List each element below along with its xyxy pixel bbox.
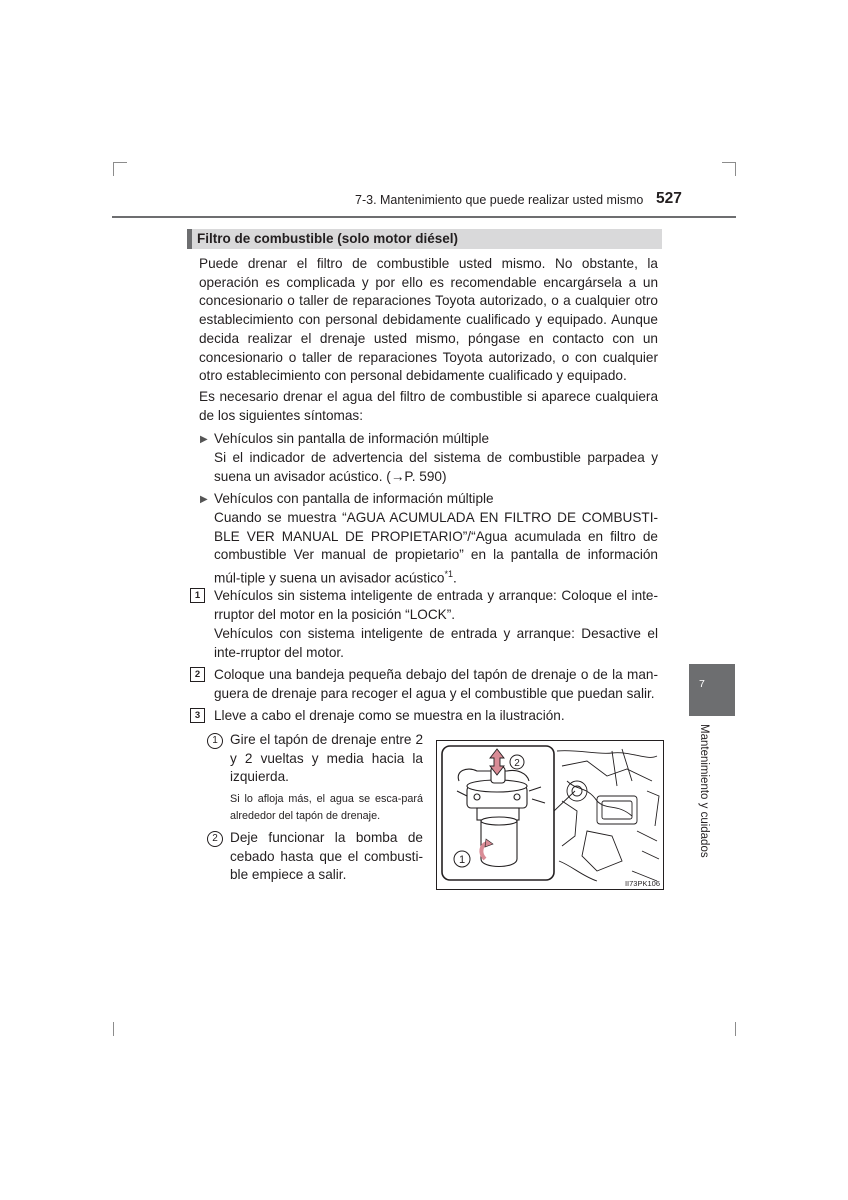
chapter-tab — [689, 664, 735, 716]
crop-mark-bottom-right — [735, 1022, 736, 1036]
section-heading — [187, 229, 662, 249]
bullet-marker: ▶ — [200, 434, 208, 445]
step-3-number: 3 — [190, 708, 205, 723]
substep-1-note: Si lo afloja más, el agua se esca-pará alrededor del tapón de drenaje. — [230, 793, 423, 822]
substep-2-number: 2 — [207, 831, 223, 847]
crop-mark-top-left-v — [113, 162, 114, 176]
callout-1-label: 1 — [458, 854, 466, 866]
crop-mark-top-left-h — [113, 162, 127, 163]
substep-1-number: 1 — [207, 733, 223, 749]
step-1-text-a: Vehículos sin sistema inteligente de entrada y arranque: Coloque el inte-rruptor del motor en la posición “LOCK”. — [214, 588, 658, 622]
substep-1-text: Gire el tapón de drenaje entre 2 y 2 vueltas y media hacia la izquierda. — [230, 732, 423, 785]
intro-paragraph: Puede drenar el filtro de combustible usted mismo. No obstante, la operación es complicada y por ello es recomendable encargársela a un concesionario o taller de reparaciones Toyota autorizado, o a cualquier otro establecimiento con personal debidamente cualificado y equipado. Aunque decida realizar el drenaje usted mismo, póngase en contacto con un concesionario o taller de reparaciones Toyota autorizado, o con cualquier otro establecimiento con personal debidamente cualificado y equipado. — [199, 256, 658, 384]
chapter-number: 7 — [699, 678, 705, 690]
substep-2-text: Deje funcionar la bomba de cebado hasta que el combusti-ble empiece a salir. — [230, 830, 423, 883]
bullet-1-text: Si el indicador de advertencia del sistema de combustible parpadea y suena un avisador acústico. (→P. 590) — [214, 450, 658, 484]
bullet-2-title: Vehículos con pantalla de información múltiple — [214, 491, 494, 506]
step-1-text-b: Vehículos con sistema inteligente de entrada y arranque: Desactive el inte-rruptor del motor. — [214, 626, 658, 660]
symptoms-intro: Es necesario drenar el agua del filtro de combustible si aparece cualquiera de los siguientes síntomas: — [199, 389, 658, 423]
crop-mark-top-right-h — [722, 162, 736, 163]
page-number: 527 — [656, 190, 682, 207]
step-2-text: Coloque una bandeja pequeña debajo del tapón de drenaje o de la man-guera de drenaje para recoger el agua y el combustible que puedan salir. — [214, 667, 658, 701]
header-section-title: 7-3. Mantenimiento que puede realizar usted mismo — [355, 193, 644, 207]
fuel-filter-illustration — [436, 740, 664, 890]
footnote-marker: *1 — [444, 569, 453, 580]
callout-2-label: 2 — [514, 758, 520, 769]
chapter-side-label: Mantenimiento y cuidados — [698, 724, 710, 858]
bullet-2-body: Cuando se muestra “AGUA ACUMULADA EN FILTRO DE COMBUSTI-BLE VER MANUAL DE PROPIETARIO”/“Agua acumulada en filtro de combustible Ver manual de propietario” en la pantalla de información múl-tiple y suena un avisador acústico — [214, 510, 658, 586]
engine-bay-drawing — [437, 741, 663, 889]
section-heading-accent — [187, 229, 192, 249]
bullet-2-end: . — [452, 570, 457, 586]
bullet-1-title: Vehículos sin pantalla de información múltiple — [214, 431, 490, 446]
bullet-marker: ▶ — [200, 494, 208, 505]
illustration-code: II73PK106 — [624, 879, 660, 888]
bullet-2-text — [214, 509, 658, 588]
header-rule — [112, 216, 736, 218]
section-heading-text: Filtro de combustible (solo motor diésel) — [197, 231, 459, 246]
step-2-number: 2 — [190, 667, 205, 682]
step-1-number: 1 — [190, 588, 205, 603]
crop-mark-top-right-v — [735, 162, 736, 176]
step-3-text: Lleve a cabo el drenaje como se muestra en la ilustración. — [214, 708, 565, 723]
crop-mark-bottom-left — [113, 1022, 114, 1036]
